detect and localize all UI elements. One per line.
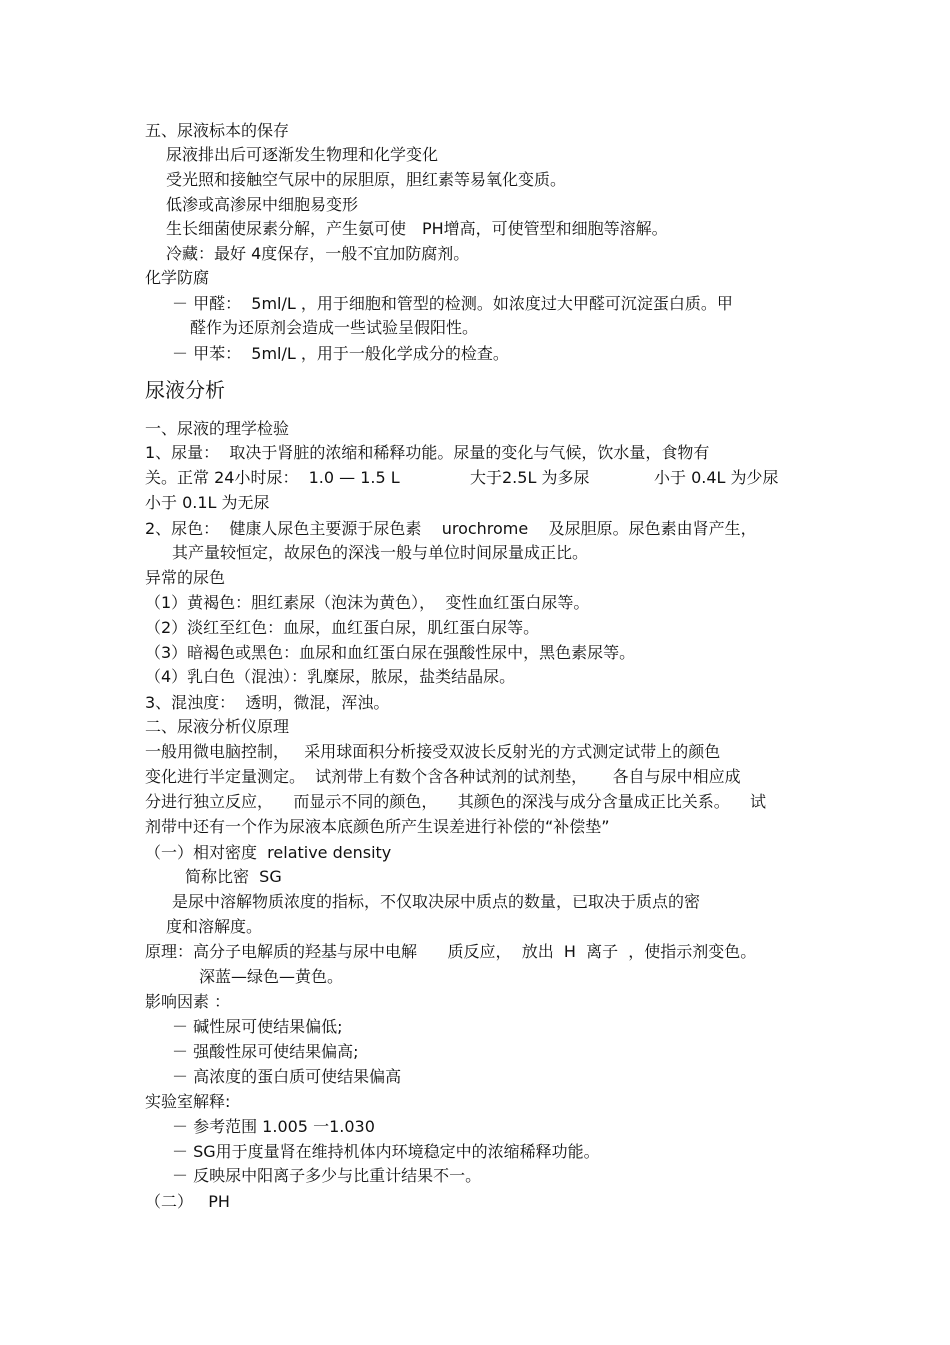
text-line: 小于 0.1L 为无尿 <box>145 493 270 512</box>
text-line: 生长细菌使尿素分解，产生氨可使 PH增高，可使管型和细胞等溶解。 <box>166 219 668 238</box>
p2-title: 二、尿液分析仪原理 <box>145 717 290 736</box>
text-line: 是尿中溶解物质浓度的指标，不仅取决尿中质点的数量，已取决于质点的密 <box>172 892 701 911</box>
text-line: 变化进行半定量测定。 试剂带上有数个含各种试剂的试剂垫， 各自与尿中相应成 <box>145 767 741 786</box>
text-line: 深蓝—绿色—黄色。 <box>199 967 344 986</box>
text-line: 3、混浊度： 透明，微混，浑浊。 <box>145 693 390 712</box>
text-line: － 甲醛： 5ml/L ，用于细胞和管型的检测。如浓度过大甲醛可沉淀蛋白质。甲 <box>172 294 733 313</box>
list-item: （2）淡红至红色：血尿，血红蛋白尿，肌红蛋白尿等。 <box>145 618 540 637</box>
list-item: － 高浓度的蛋白质可使结果偏高 <box>172 1067 402 1086</box>
list-item: （4）乳白色（混浊）：乳糜尿，脓尿，盐类结晶尿。 <box>145 667 516 686</box>
text-line: 2、尿色： 健康人尿色主要源于尿色素 urochrome 及尿胆原。尿色素由肾产生， <box>145 519 757 538</box>
text-line: 剂带中还有一个作为尿液本底颜色所产生误差进行补偿的“补偿垫” <box>145 817 610 836</box>
list-item: － 碱性尿可使结果偏低; <box>172 1017 343 1036</box>
text-line: 尿液排出后可逐渐发生物理和化学变化 <box>166 145 439 164</box>
chem-title: 化学防腐 <box>145 268 210 287</box>
text-line: 简称比密 SG <box>185 867 282 886</box>
influence-title: 影响因素 ： <box>145 992 231 1011</box>
text-line: 小于 0.4L 为少尿 <box>654 468 779 487</box>
text-line: 大于2.5L 为多尿 <box>470 468 590 487</box>
text-line: 冷藏：最好 4度保存，一般不宜加防腐剂。 <box>166 244 470 263</box>
text-line: 其产量较恒定，故尿色的深浅一般与单位时间尿量成正比。 <box>172 543 589 562</box>
section5-title: 五、尿液标本的保存 <box>145 121 290 140</box>
p1-title: 一、尿液的理学检验 <box>145 419 290 438</box>
list-item: （1）黄褐色：胆红素尿（泡沫为黄色）， 变性血红蛋白尿等。 <box>145 593 590 612</box>
list-item: － 强酸性尿可使结果偏高; <box>172 1042 359 1061</box>
text-line: 分进行独立反应， 而显示不同的颜色， 其颜色的深浅与成分含量成正比关系。 试 <box>145 792 767 811</box>
list-item: － 反映尿中阳离子多少与比重计结果不一。 <box>172 1166 482 1185</box>
text-line: 原理：高分子电解质的羟基与尿中电解 质反应， 放出 H 离子 ，使指示剂变色。 <box>145 942 757 961</box>
text-line: 1、尿量： 取决于肾脏的浓缩和稀释功能。尿量的变化与气候，饮水量，食物有 <box>145 443 710 462</box>
list-item: － 参考范围 1.005 一1.030 <box>172 1117 375 1136</box>
text-line: 受光照和接触空气尿中的尿胆原，胆红素等易氧化变质。 <box>166 170 567 189</box>
abnormal-color-title: 异常的尿色 <box>145 568 226 587</box>
text-line: 低渗或高渗尿中细胞易变形 <box>166 195 359 214</box>
text-line: 度和溶解度。 <box>166 917 263 936</box>
lab-title: 实验室解释: <box>145 1092 231 1111</box>
text-line: － 甲苯： 5ml/L ，用于一般化学成分的检查。 <box>172 344 509 363</box>
text-line: 关。正常 24小时尿： 1.0 — 1.5 L <box>145 468 400 487</box>
analysis-heading: 尿液分析 <box>145 378 225 402</box>
list-item: － SG用于度量肾在维持机体内环境稳定中的浓缩稀释功能。 <box>172 1142 600 1161</box>
text-line: 醛作为还原剂会造成一些试验呈假阳性。 <box>190 318 479 337</box>
list-item: （3）暗褐色或黑色：血尿和血红蛋白尿在强酸性尿中，黑色素尿等。 <box>145 643 636 662</box>
sg-title: （一）相对密度 relative density <box>145 843 392 862</box>
text-line: 一般用微电脑控制， 采用球面积分析接受双波长反射光的方式测定试带上的颜色 <box>145 742 721 761</box>
ph-title: （二） PH <box>145 1192 230 1211</box>
